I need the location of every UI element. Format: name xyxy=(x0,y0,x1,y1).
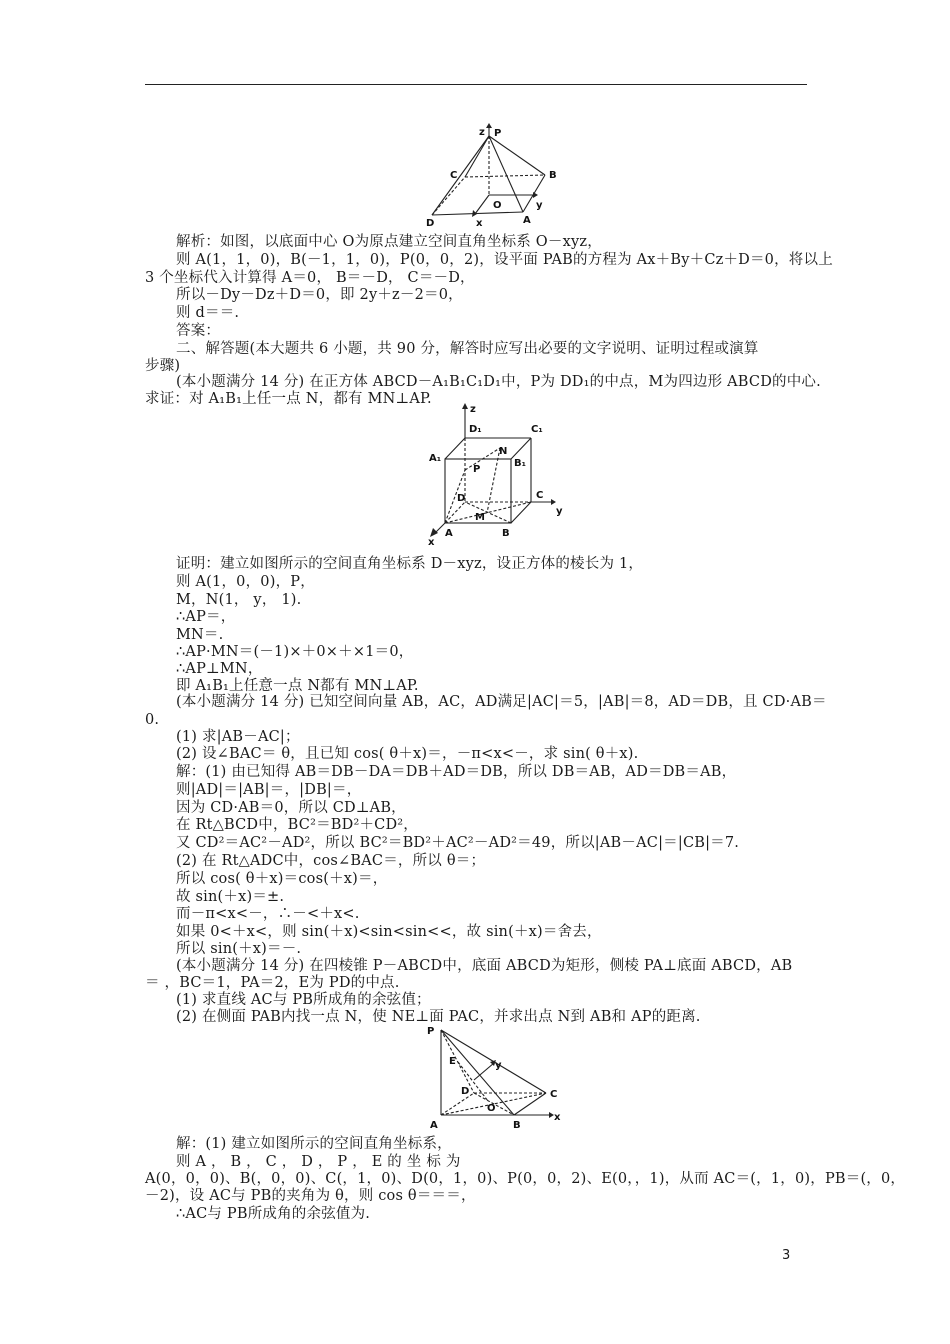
label-C: C xyxy=(550,1089,558,1100)
label-C1: C₁ xyxy=(531,424,543,435)
label-A1: A₁ xyxy=(429,453,442,464)
label-B: B xyxy=(549,170,557,181)
label-B1: B₁ xyxy=(514,458,527,469)
text-line: 所以 sin(＋x)＝－. xyxy=(176,941,302,957)
text-line: ∴AP·MN＝(－1)×＋0×＋×1＝0， xyxy=(176,644,414,660)
text-line: 0. xyxy=(145,712,160,728)
label-O: O xyxy=(487,1103,496,1114)
text-line: (2) 设∠BAC＝ θ，且已知 cos( θ＋x)＝，－π<x<－，求 sin( θ＋x). xyxy=(176,746,639,762)
label-P: P xyxy=(494,128,502,139)
text-line: (本小题满分 14 分) 在正方体 ABCD－A₁B₁C₁D₁中，P为 DD₁的中点，M为四边形 ABCD的中心. xyxy=(176,374,821,390)
text-line: 如果 0<＋x<，则 sin(＋x)<sin<sin<<，故 sin(＋x)＝舍去， xyxy=(176,924,602,940)
label-A: A xyxy=(430,1120,438,1131)
text-line: 答案： xyxy=(176,323,221,339)
label-D: D xyxy=(461,1086,470,1097)
label-y: y xyxy=(556,506,563,517)
text-line: (本小题满分 14 分) 已知空间向量 AB，AC，AD满足|AC|＝5，|AB|＝8，AD＝DB，且 CD·AB＝ xyxy=(176,694,827,710)
figure-pyramid-pabcd xyxy=(424,1022,569,1137)
text-line: MN＝. xyxy=(176,627,224,643)
text-line: 所以－Dy－Dz＋D＝0，即 2y＋z－2＝0， xyxy=(176,287,463,303)
text-line: 则 A(1，1，0)，B(－1，1，0)，P(0，0，2)，设平面 PAB的方程为 Ax＋By＋Cz＋D＝0，将以上 xyxy=(176,252,833,268)
page-number: 3 xyxy=(782,1248,791,1263)
text-line: M，N(1， y， 1). xyxy=(176,592,302,608)
text-line: (1) 求|AB－AC|； xyxy=(176,729,300,745)
text-line: 所以 cos( θ＋x)＝cos(＋x)＝， xyxy=(176,871,388,887)
text-line: 解析：如图，以底面中心 O为原点建立空间直角坐标系 O－xyz， xyxy=(176,234,602,250)
label-D: D xyxy=(426,218,435,229)
text-line: 步骤) xyxy=(145,358,181,374)
text-line: 则|AD|＝|AB|＝，|DB|＝， xyxy=(176,782,362,798)
text-line: ∴AP⊥MN， xyxy=(176,661,263,677)
text-line: 因为 CD·AB＝0，所以 CD⊥AB， xyxy=(176,800,406,816)
label-x: x xyxy=(554,1112,561,1123)
label-y: y xyxy=(536,200,543,211)
text-line: (2) 在侧面 PAB内找一点 N，使 NE⊥面 PAC，并求出点 N到 AB和 AP的距离. xyxy=(176,1009,701,1025)
text-line: 在 Rt△BCD中，BC²＝BD²＋CD²， xyxy=(176,817,419,833)
text-line: ＝ ，BC＝1，PA＝2，E为 PD的中点. xyxy=(145,975,400,991)
label-x: x xyxy=(428,537,435,548)
text-line: (本小题满分 14 分) 在四棱锥 P－ABCD中，底面 ABCD为矩形，侧棱 PA⊥底面 ABCD，AB xyxy=(176,958,793,974)
text-line: 又 CD²＝AC²－AD²，所以 BC²＝BD²＋AC²－AD²＝49，所以|AB－AC|＝|CB|＝7. xyxy=(176,835,740,851)
figure-cube xyxy=(425,402,575,547)
text-line: 解：(1) 建立如图所示的空间直角坐标系， xyxy=(176,1136,452,1152)
text-line: (2) 在 Rt△ADC中，cos∠BAC＝，所以 θ＝； xyxy=(176,853,486,869)
text-line: 即 A₁B₁上任意一点 N都有 MN⊥AP. xyxy=(176,678,419,694)
label-x: x xyxy=(476,218,483,229)
label-N: N xyxy=(499,446,508,457)
text-line: 故 sin(＋x)＝±. xyxy=(176,889,285,905)
text-line: 则 d＝＝. xyxy=(176,305,240,321)
label-z: z xyxy=(479,127,485,138)
text-line: 则 A ， B ， C ， D ， P ， E 的 坐 标 为 xyxy=(176,1154,461,1170)
text-line: 则 A(1，0，0)，P， xyxy=(176,574,315,590)
label-C: C xyxy=(536,490,544,501)
text-line: ∴AP＝， xyxy=(176,609,236,625)
label-C: C xyxy=(450,170,458,181)
text-line: 求证：对 A₁B₁上任一点 N，都有 MN⊥AP. xyxy=(145,391,432,407)
text-line: A(0，0，0)、B(，0，0)、C(，1，0)、D(0，1，0)、P(0，0，2)、E(0，，1)，从而 AC＝(，1，0)，PB＝(，0， xyxy=(145,1171,906,1187)
text-line: 解：(1) 由已知得 AB＝DB－DA＝DB＋AD＝DB，所以 DB＝AB，AD＝DB＝AB， xyxy=(176,764,737,780)
text-line: (1) 求直线 AC与 PB所成角的余弦值； xyxy=(176,992,431,1008)
label-A: A xyxy=(445,528,453,539)
label-A: A xyxy=(523,215,531,226)
label-z: z xyxy=(470,404,476,415)
text-line: －2)，设 AC与 PB的夹角为 θ，则 cos θ＝＝＝， xyxy=(145,1188,476,1204)
text-line: 而－π<x<－，∴－<＋x<. xyxy=(176,906,360,922)
label-P: P xyxy=(427,1026,435,1037)
header-rule xyxy=(145,84,807,85)
text-line: 3 个坐标代入计算得 A＝0， B＝－D， C＝－D， xyxy=(145,270,475,286)
label-B: B xyxy=(513,1120,521,1131)
label-E: E xyxy=(449,1056,456,1067)
label-D1: D₁ xyxy=(469,424,482,435)
label-O: O xyxy=(493,200,502,211)
label-D: D xyxy=(457,493,466,504)
label-M: M xyxy=(475,512,485,523)
label-P: P xyxy=(473,464,481,475)
label-B: B xyxy=(502,528,510,539)
text-line: 证明：建立如图所示的空间直角坐标系 D－xyz，设正方体的棱长为 1， xyxy=(176,556,644,572)
text-line: 二、解答题(本大题共 6 小题，共 90 分，解答时应写出必要的文字说明、证明过程或演算 xyxy=(176,341,759,357)
label-y: y xyxy=(495,1060,502,1071)
figure-pyramid xyxy=(420,122,570,232)
text-line: ∴AC与 PB所成角的余弦值为. xyxy=(176,1206,371,1222)
